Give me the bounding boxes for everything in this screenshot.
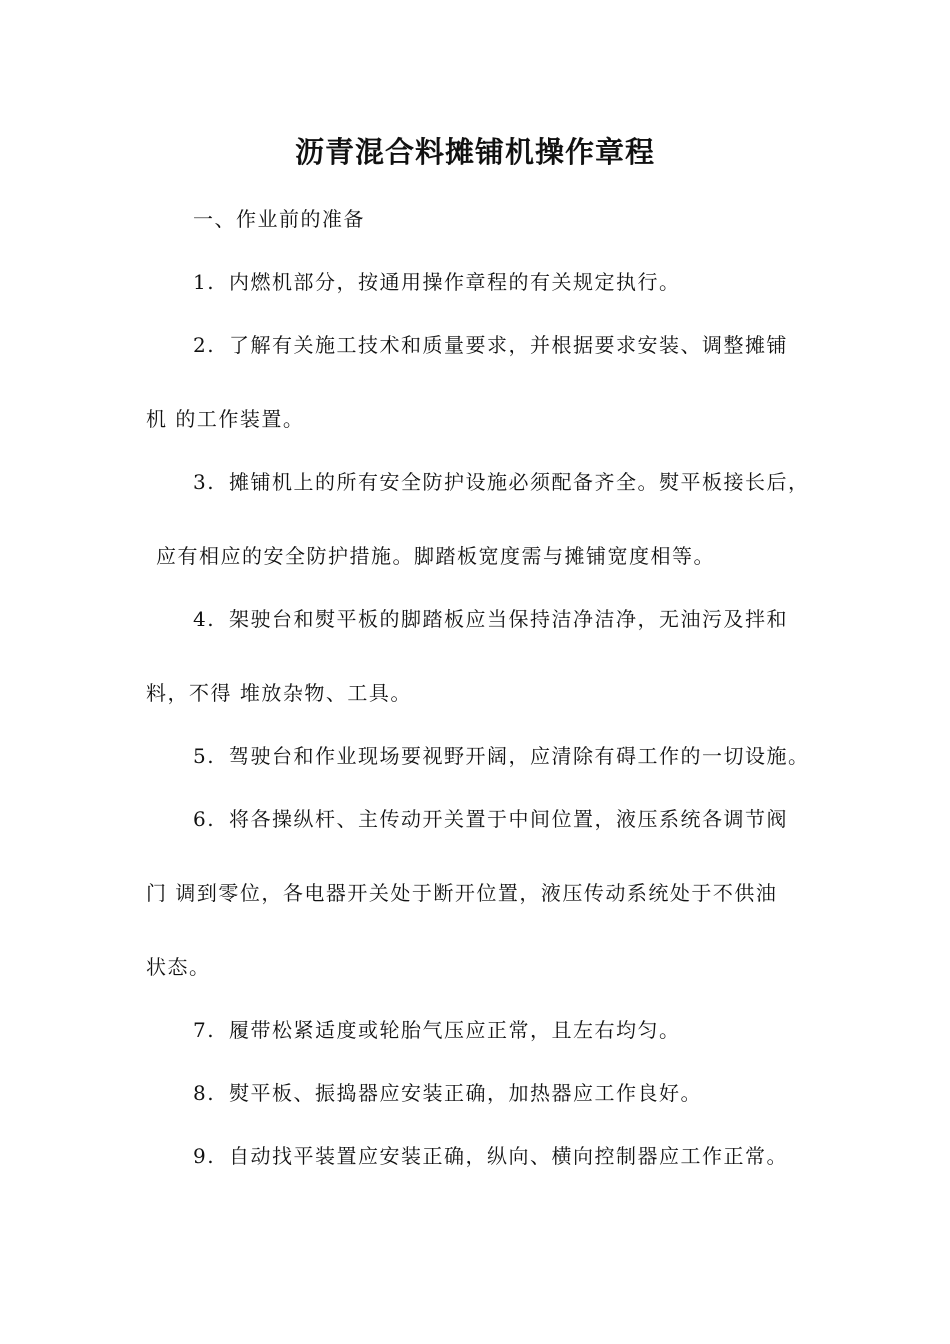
item-number: 7. <box>193 1018 216 1042</box>
section-heading: 一、作业前的准备 <box>193 207 365 231</box>
list-item <box>193 1078 702 1108</box>
item-number: 8. <box>193 1081 216 1105</box>
item-continuation: 状态。 <box>146 955 211 979</box>
item-text: 摊铺机上的所有安全防护设施必须配备齐全。熨平板接长后， <box>229 470 810 494</box>
item-text: 熨平板、振捣器应安装正确，加热器应工作良好。 <box>229 1081 702 1105</box>
item-number: 6. <box>193 807 216 831</box>
item-text: 驾驶台和作业现场要视野开阔，应清除有碍工作的一切设施。 <box>229 744 810 768</box>
item-text: 自动找平装置应安装正确，纵向、横向控制器应工作正常。 <box>229 1144 788 1168</box>
item-text: 履带松紧适度或轮胎气压应正常，且左右均匀。 <box>229 1018 681 1042</box>
item-number: 1. <box>193 270 216 294</box>
list-item <box>193 1141 788 1171</box>
item-continuation: 应有相应的安全防护措施。脚踏板宽度需与摊铺宽度相等。 <box>156 544 715 568</box>
document-title: 沥青混合料摊铺机操作章程 <box>294 135 655 169</box>
item-text: 架驶台和熨平板的脚踏板应当保持洁净洁净，无油污及拌和 <box>229 607 788 631</box>
item-number: 5. <box>193 744 216 768</box>
list-item <box>193 741 810 771</box>
item-number: 9. <box>193 1144 216 1168</box>
list-item <box>193 330 788 360</box>
item-continuation: 门 调到零位，各电器开关处于断开位置，液压传动系统处于不供油 <box>146 881 778 905</box>
item-number: 3. <box>193 470 216 494</box>
item-continuation: 料，不得 堆放杂物、工具。 <box>146 681 412 705</box>
list-item <box>193 604 788 634</box>
item-text: 将各操纵杆、主传动开关置于中间位置，液压系统各调节阀 <box>229 807 788 831</box>
list-item <box>193 804 788 834</box>
item-number: 2. <box>193 333 216 357</box>
item-text: 内燃机部分，按通用操作章程的有关规定执行。 <box>229 270 681 294</box>
list-item <box>193 1015 681 1045</box>
list-item <box>193 467 810 497</box>
item-text: 了解有关施工技术和质量要求，并根据要求安装、调整摊铺 <box>229 333 788 357</box>
item-number: 4. <box>193 607 216 631</box>
list-item <box>193 267 681 297</box>
item-continuation: 机 的工作装置。 <box>146 407 305 431</box>
